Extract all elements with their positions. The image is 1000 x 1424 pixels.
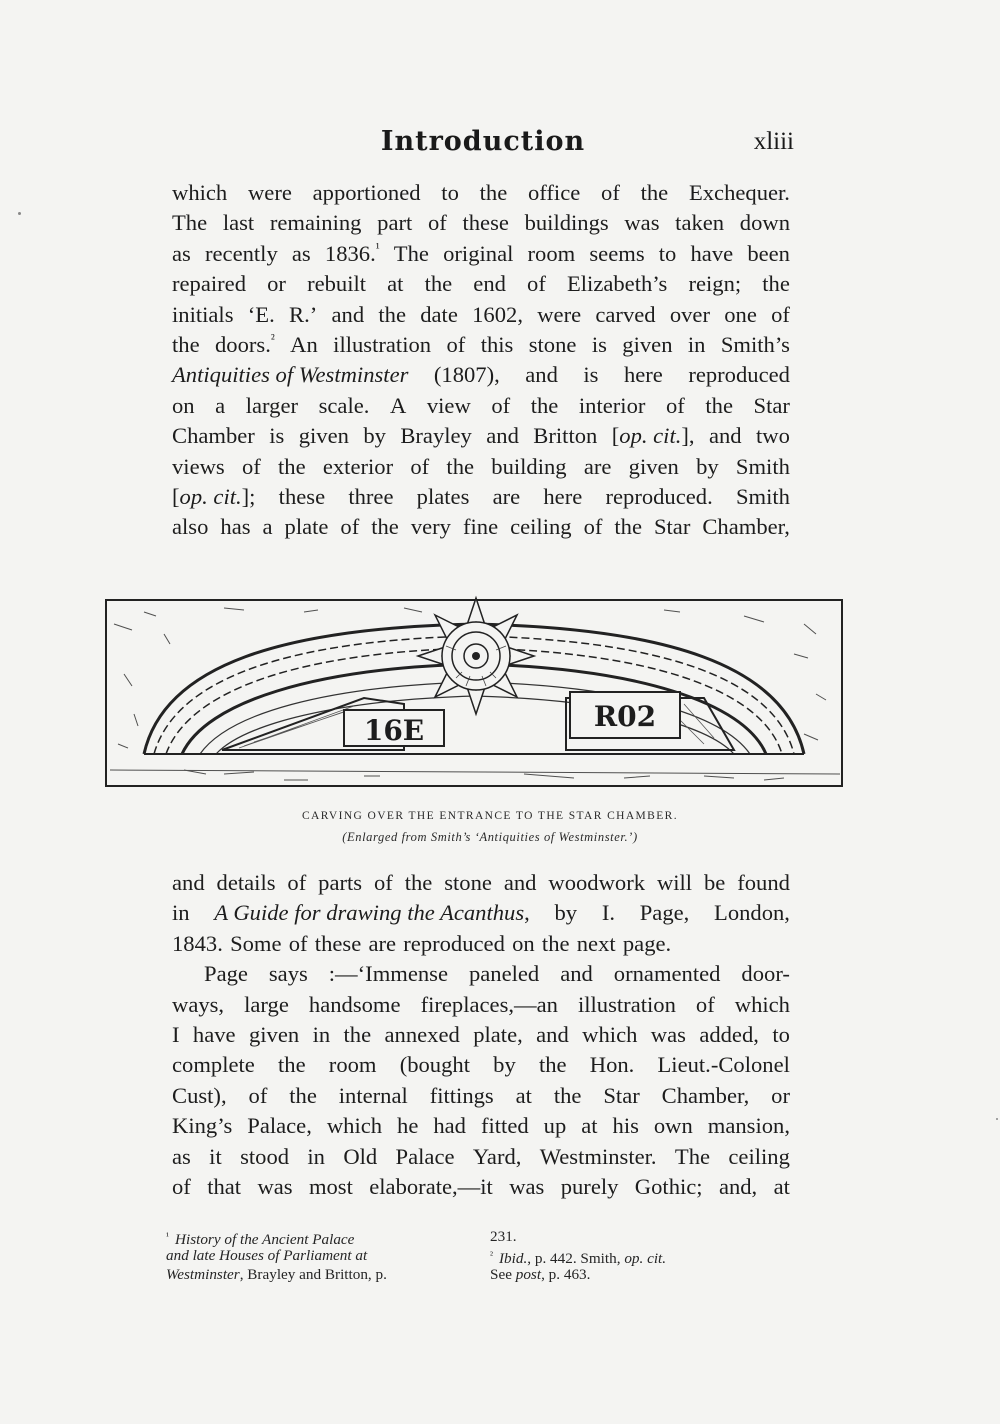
footnote-line: 231. [490, 1228, 517, 1245]
text-line: which were apportioned to the office of the Exchequer. [172, 180, 790, 205]
body-text-upper [172, 178, 790, 543]
text-line: of that was most elaborate,—it was purely Gothic; and, at [172, 1173, 790, 1199]
text-line: Page says :—‘Immense paneled and ornamented door- [204, 961, 790, 987]
text-line: complete the room (bought by the Hon. Lieut.-Colonel [172, 1052, 790, 1078]
text-line: Chamber is given by Brayley and Britton [op. cit.], and two [172, 423, 790, 449]
text-line: in A Guide for drawing the Acanthus, by I. Page, London, [172, 900, 790, 926]
text-line: initials ‘E. R.’ and the date 1602, were carved over one of [172, 301, 790, 327]
page-header [172, 126, 794, 166]
text-line: repaired or rebuilt at the end of Elizabeth’s reign; the [172, 271, 790, 297]
text-line: Cust), of the internal fittings at the Star Chamber, or [172, 1082, 790, 1108]
footnote-column-right [490, 1227, 794, 1284]
text-line: as recently as 1836.$^{^1}$ The original room seems to have been [172, 239, 790, 266]
text-line: Antiquities of Westminster (1807), and is here reproduced [172, 362, 790, 388]
carving-illustration [104, 594, 846, 792]
tudor-rose-icon [418, 598, 534, 714]
text-line: ways, large handsome fireplaces,—an illustration of which [172, 991, 790, 1017]
text-line: 1843. Some of these are reproduced on the next page. [172, 930, 672, 956]
footnote-line: See post, p. 463. [490, 1266, 591, 1283]
text-line: and details of parts of the stone and woodwork will be found [172, 870, 790, 895]
text-line: also has a plate of the very fine ceiling of the Star Chamber, [172, 514, 790, 540]
text-line: The last remaining part of these buildings was taken down [172, 210, 790, 236]
figure-caption: CARVING OVER THE ENTRANCE TO THE STAR CHAMBER. [301, 810, 679, 822]
text-line: [op. cit.]; these three plates are here reproduced. Smith [172, 483, 790, 509]
footnote-line: and late Houses of Parliament at [166, 1247, 368, 1264]
footnote-line: $^{^2}$ Ibid., p. 442. Smith, op. cit. [490, 1250, 667, 1267]
text-line: views of the exterior of the building are given by Smith [172, 453, 790, 479]
text-line: I have given in the annexed plate, and which was added, to [172, 1021, 790, 1047]
paper-speck [996, 1118, 998, 1120]
figure-subcaption: (Enlarged from Smith’s ‘Antiquities of Westminster.’) [342, 830, 638, 844]
carved-initials-right: R02 [593, 700, 657, 733]
footnote-line: Westminster, Brayley and Britton, p. [166, 1266, 387, 1283]
running-title: Introduction [380, 126, 586, 157]
body-text-lower [172, 868, 790, 1202]
footnote-column-left [166, 1227, 472, 1284]
footnote-line: $^{^1}$ History of the Ancient Palace [166, 1231, 355, 1248]
text-line: King’s Palace, which he had fitted up at his own mansion, [172, 1113, 790, 1139]
text-line: the doors.$^{^2}$ An illustration of this stone is given in Smith’s [172, 330, 790, 357]
page-number: xliii [753, 128, 794, 155]
paper-speck [18, 212, 21, 215]
text-line: on a larger scale. A view of the interior of the Star [172, 392, 790, 418]
carved-initials-left: 16E [363, 714, 425, 747]
text-line: as it stood in Old Palace Yard, Westminster. The ceiling [172, 1143, 790, 1169]
